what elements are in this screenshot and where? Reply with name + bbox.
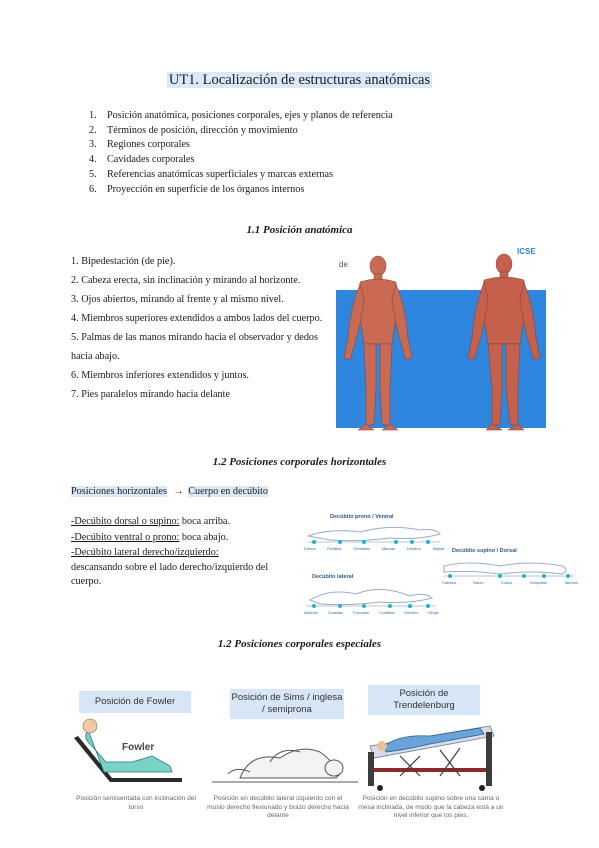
section-heading-horizontal-positions: 1.2 Posiciones corporales horizontales — [212, 456, 387, 468]
list-item: 4. Cavidades corporales — [89, 154, 195, 166]
list-item: -Decúbito dorsal o supino: boca arriba. — [71, 516, 230, 527]
lateral-figure-icon — [306, 589, 436, 606]
prone-title: Decúbito prono / Ventral — [330, 514, 394, 520]
trendelenburg-bed-icon — [360, 716, 505, 792]
page-title: UT1. Localización de estructuras anatómicas — [168, 72, 431, 88]
caption-trendelenburg: Posición en decúbito supino sobre una cama o mesa inclinada, de modo que la cabeza está a un nivel inferior que los pies. — [358, 795, 504, 819]
list-item: 6. Miembros inferiores extendidos y juntos. — [71, 370, 249, 381]
list-item: 4. Miembros superiores extendidos a ambos lados del cuerpo. — [71, 313, 323, 324]
svg-text:Fowler: Fowler — [122, 742, 155, 753]
caption-fowler: Posición semisentada con inclinación del torso — [76, 795, 196, 811]
list-item: 7. Pies paralelos mirando hacia delante — [71, 389, 230, 400]
list-item: 3. Regiones corporales — [89, 139, 190, 151]
arrow-icon: → — [173, 486, 184, 497]
fowler-figure-icon — [72, 716, 192, 794]
card-title-trendelenburg: Posición de Trendelenburg — [368, 685, 480, 715]
supine-figure-icon — [444, 563, 574, 576]
list-item: 5. Palmas de las manos mirando hacia el observador y dedos hacia abajo. — [71, 332, 318, 362]
list-item: 2. Cabeza erecta, sin inclinación y mirando al horizonte. — [71, 275, 301, 286]
list-item: 1. Bipedestación (de pie). — [71, 256, 176, 267]
list-item: 5. Referencias anatómicas superficiales y marcas externas — [89, 168, 333, 180]
decubitus-list — [71, 514, 271, 590]
prone-figure-icon — [308, 527, 440, 542]
horizontal-summary — [71, 486, 268, 497]
list-item: -Decúbito ventral o prono: boca abajo. — [71, 532, 229, 543]
supine-points: Cabeza Sacro Codos Omóplato Talones — [442, 580, 578, 585]
caption-sims: Posición en decúbito lateral izquierdo con el muslo derecho flexionado y brazo derecho hacia delante — [207, 795, 349, 819]
decubitus-diagram — [300, 508, 580, 620]
list-item: 2. Términos de posición, dirección y movimiento — [89, 124, 298, 136]
list-item: 1. Posición anatómica, posiciones corporales, ejes y planos de referencia — [89, 110, 393, 121]
prone-points: Dedos Rodillas Genitales Mamas Hombro Mejilla — [304, 546, 444, 551]
list-item: -Decúbito lateral derecho/izquierdo: descansando sobre el lado derecho/izquierdo del cuerpo. — [71, 547, 269, 587]
section-heading-anatomical-position: 1.1 Posición anatómica — [246, 224, 353, 236]
lateral-points: Maleolo Costillas Trocánter Costillas Hombro Oreja — [304, 610, 438, 615]
image-logo-text: ICSE — [517, 248, 536, 256]
anatomical-position-steps — [71, 252, 333, 404]
list-item: 3. Ojos abiertos, mirando al frente y al mismo nivel. — [71, 294, 284, 305]
section-heading-special-positions: 1.2 Posiciones corporales especiales — [217, 638, 382, 650]
supine-title: Decúbito supino / Dorsal — [452, 548, 517, 554]
anatomy-image — [336, 248, 546, 440]
list-item: 6. Proyección en superficie de los órganos internos — [89, 183, 305, 195]
image-fragment-text: de — [339, 260, 348, 269]
sims-figure-icon — [210, 722, 360, 792]
summary-left: Posiciones horizontales — [71, 486, 167, 497]
summary-right: Cuerpo en decúbito — [188, 486, 268, 497]
table-of-contents — [89, 109, 393, 197]
card-title-sims: Posición de Sims / inglesa / semiprona — [230, 689, 344, 719]
lateral-title: Decúbito lateral — [312, 574, 354, 580]
card-title-fowler: Posición de Fowler — [79, 691, 191, 713]
